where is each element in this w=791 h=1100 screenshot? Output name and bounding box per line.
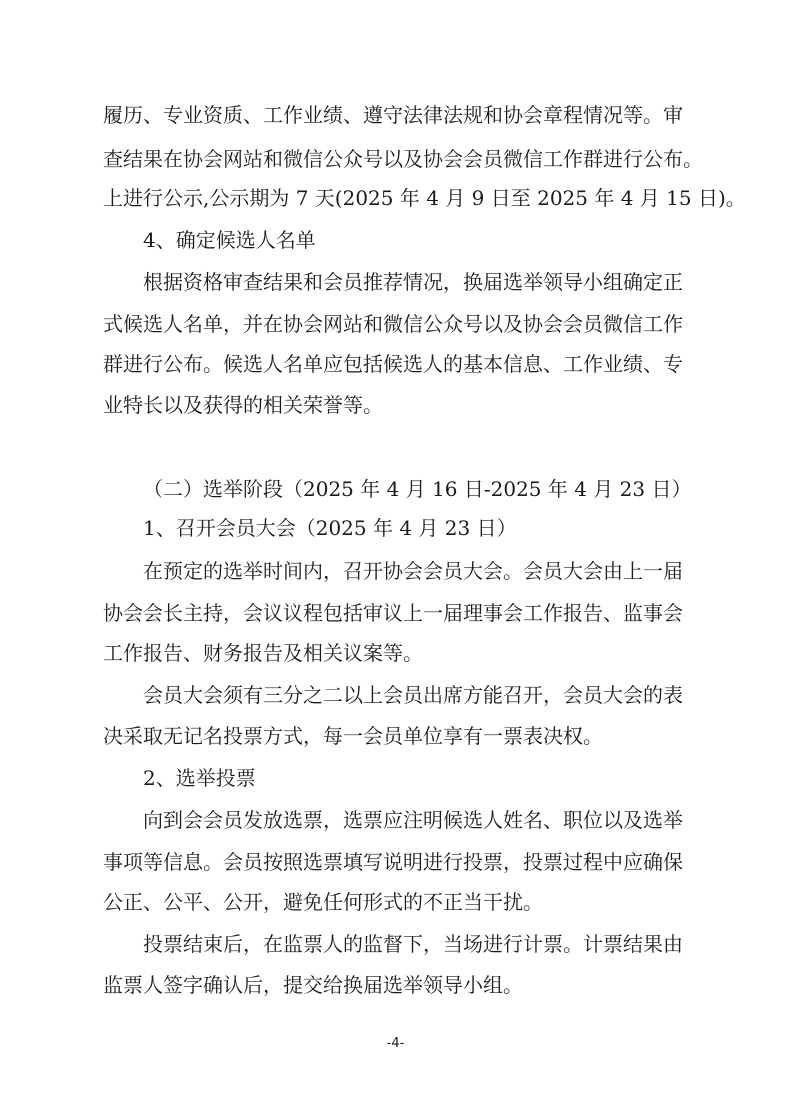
paragraph-line: 监票人签字确认后，提交给换届选举领导小组。 <box>103 973 523 997</box>
paragraph-line: 工作报告、财务报告及相关议案等。 <box>103 641 423 665</box>
paragraph-line: 向到会会员发放选票，选票应注明候选人姓名、职位以及选举 <box>143 808 683 832</box>
paragraph-line: 在预定的选举时间内，召开协会会员大会。会员大会由上一届 <box>143 559 683 583</box>
paragraph-line: 式候选人名单，并在协会网站和微信公众号以及协会会员微信工作 <box>103 312 683 336</box>
paragraph-line: 群进行公布。候选人名单应包括候选人的基本信息、工作业绩、专 <box>103 352 683 376</box>
paragraph-line: 事项等信息。会员按照选票填写说明进行投票，投票过程中应确保 <box>103 850 683 874</box>
paragraph-line: 协会会长主持，会议议程包括审议上一届理事会工作报告、监事会 <box>103 601 683 625</box>
paragraph-line: 查结果在协会网站和微信公众号以及协会会员微信工作群进行公布。 <box>103 147 703 171</box>
paragraph-line: 业特长以及获得的相关荣誉等。 <box>103 393 383 417</box>
paragraph-line: 会员大会须有三分之二以上会员出席方能召开，会员大会的表 <box>143 683 683 707</box>
section-heading: 4、确定候选人名单 <box>143 228 316 252</box>
paragraph-line: 决采取无记名投票方式，每一会员单位享有一票表决权。 <box>103 724 603 748</box>
paragraph-line: 上进行公示,公示期为 7 天(2025 年 4 月 9 日至 2025 年 4 月 15 日)。 <box>103 186 746 210</box>
page-number: -4- <box>386 1036 405 1051</box>
paragraph-line: 投票结束后，在监票人的监督下，当场进行计票。计票结果由 <box>143 932 683 956</box>
paragraph-line: 履历、专业资质、工作业绩、遵守法律法规和协会章程情况等。审 <box>103 103 683 127</box>
paragraph-line: 公正、公平、公开，避免任何形式的不正当干扰。 <box>103 890 543 914</box>
section-heading: 2、选举投票 <box>143 766 256 790</box>
stage-heading: （二）选举阶段（2025 年 4 月 16 日-2025 年 4 月 23 日） <box>143 477 692 501</box>
paragraph-line: 根据资格审查结果和会员推荐情况，换届选举领导小组确定正 <box>143 270 683 294</box>
section-heading: 1、召开会员大会（2025 年 4 月 23 日） <box>143 516 517 540</box>
